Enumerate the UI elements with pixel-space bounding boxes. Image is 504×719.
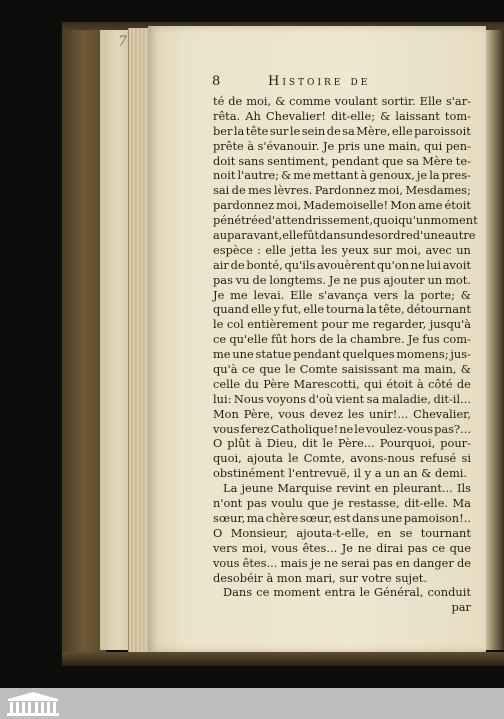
text-line: obstinément l'entrevuë, il y a un an & demi. [213,466,468,481]
text-line: O plût à Dieu, dit le Père... Pourquoi, pour- [213,436,471,451]
text-line: sœur, ma chère sœur, est dans une pamoison!.. [213,510,471,525]
text-line: prête à s'évanouir. Je pris une main, qui pen- [213,138,471,153]
text-line: quoi, ajouta le Comte, avons-nous refusé si [213,451,471,466]
text-line: vous êtes... mais je ne serai pas en danger de [213,555,471,570]
text-line: air de bonté, qu'ils avouèrent qu'on ne lui avoit [213,257,471,272]
text-line: me une statue pendant quelques momens; jus- [213,347,471,362]
text-line: ber la tête sur le sein de sa Mère, elle paroissoit [213,123,471,138]
flyleaf [100,30,131,650]
text-line: noit l'autre; & me mettant à genoux, je la pres- [213,168,471,183]
library-building-icon [4,690,62,717]
text-line: pénétrée d'attendrissement, quoiqu'un moment [213,213,478,228]
flyleaf-pencil-mark: 7 [118,34,127,50]
text-line: vers moi, vous êtes... Je ne dirai pas ce que [213,540,471,555]
text-line: pardonnez moi, Mademoiselle! Mon ame étoit [213,198,471,213]
text-line: O Monsieur, ajouta-t-elle, en se tournant [213,525,471,540]
text-line: qu'à ce que le Comte saisissant ma main, & [213,362,471,377]
catchword: par [451,600,471,615]
viewer-footer-bar [0,688,504,719]
text-line: sai de mes lèvres. Pardonnez moi, Mesdames; [213,183,471,198]
text-line: auparavant, elle fût dans un desordre d'une autre [213,228,476,243]
text-line: La jeune Marquise revint en pleurant... Ils [223,481,471,496]
running-title: Histoire de [268,74,371,89]
text-line: té de moi, & comme voulant sortir. Elle s'ar- [213,94,471,108]
text-line: espèce : elle jetta les yeux sur moi, avec un [213,242,471,257]
text-line: doit sans sentiment, pendant que sa Mère te- [213,153,471,168]
book-cover-bottom [62,652,504,666]
page-body-text [213,94,478,615]
text-line: celle du Père Marescotti, qui étoit à côté de [213,376,471,391]
page-header [212,74,474,92]
text-line: lui: Nous voyons d'où vient sa maladie, dit-il... [213,391,471,406]
text-line: n'ont pas voulu que je restasse, dit-elle. Ma [213,496,471,511]
text-line: quand elle y fut, elle tourna la tête, détournant [213,302,471,317]
text-line: pas vu de longtems. Je ne pus ajouter un mot. [213,272,471,287]
text-line: ce qu'elle fût hors de la chambre. Je fus com- [213,332,471,347]
text-line: Mon Père, vous devez les unir!... Chevalier, [213,406,471,421]
text-line: Dans ce moment entra le Général, conduit [223,585,471,600]
text-line: Je me levai. Elle s'avança vers la porte; & [213,287,471,302]
text-line: le col entièrement pour me regarder, jusqu'à [213,317,471,332]
text-line: desobéir à mon mari, sur votre sujet. [213,570,428,585]
text-line: vous ferez Catholique! ne le voulez-vous pas?... [213,421,471,436]
text-line: rêta. Ah Chevalier! dit-elle; & laissant tom- [213,108,471,123]
page-right-edge [486,30,504,650]
page-number: 8 [212,74,221,89]
